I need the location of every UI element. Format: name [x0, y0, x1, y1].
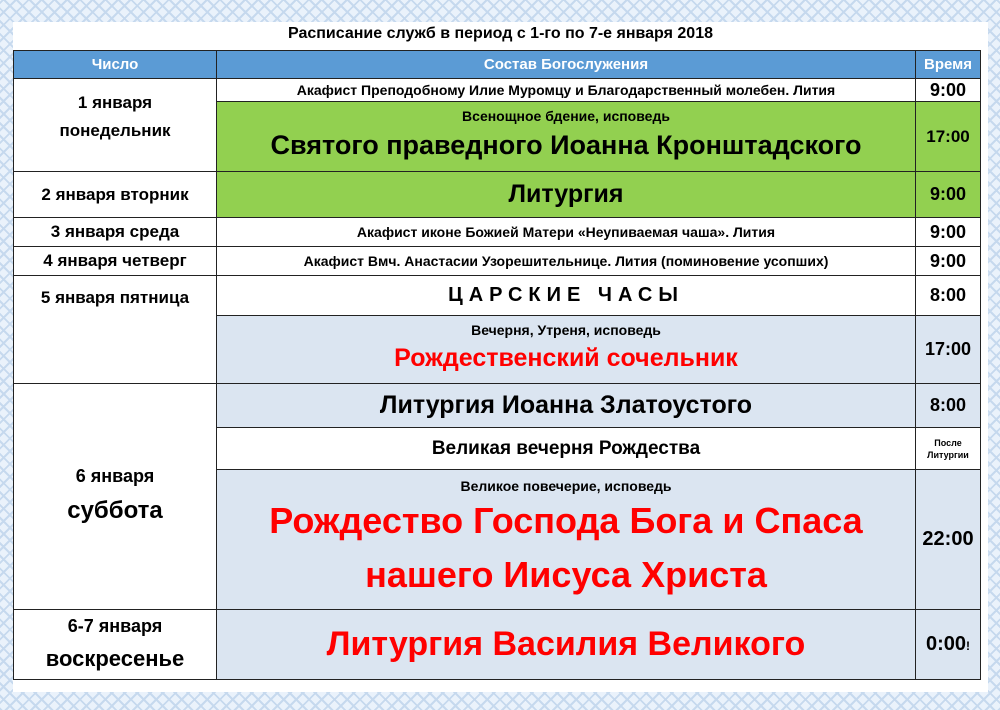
- date-day: 6 января: [75, 466, 155, 486]
- schedule-sheet: [13, 22, 988, 692]
- service-subtitle: Вечерня, Утреня, исповедь: [471, 321, 661, 338]
- date-day: 6-7 января: [67, 616, 163, 636]
- service-subtitle: Великое повечерие, исповедь: [460, 477, 672, 494]
- date-cell: [14, 610, 217, 680]
- service-cell: Литургия Иоанна Златоустого: [217, 384, 916, 428]
- time-cell: 8:00: [916, 276, 981, 316]
- date-cell: 2 января вторник: [14, 172, 217, 218]
- date-cell: [14, 384, 217, 610]
- table-row: [14, 79, 981, 102]
- time-cell: 17:00: [916, 102, 981, 172]
- service-cell: Литургия: [217, 172, 916, 218]
- date-cell: 3 января среда: [14, 218, 217, 247]
- service-cell: ЦАРСКИЕ ЧАСЫ: [217, 276, 916, 316]
- time-note: Литургии: [927, 449, 969, 460]
- date-day: 1 января: [77, 93, 153, 112]
- header-row: [14, 51, 981, 79]
- date-weekday: суббота: [67, 497, 163, 524]
- date-weekday: понедельник: [59, 121, 171, 140]
- service-main: Рождество Господа Бога и Спаса: [269, 499, 863, 541]
- service-cell: [217, 316, 916, 384]
- time-mark: !: [966, 639, 971, 653]
- table-row: [14, 276, 981, 316]
- time-cell: [916, 610, 981, 680]
- table-row: [14, 610, 981, 680]
- time-cell: 17:00: [916, 316, 981, 384]
- time-cell: [916, 428, 981, 470]
- service-main: Рождественский сочельник: [394, 343, 738, 372]
- time-cell: 9:00: [916, 247, 981, 276]
- time-cell: 9:00: [916, 218, 981, 247]
- service-subtitle: Всенощное бдение, исповедь: [462, 107, 670, 124]
- time-value: 0:00: [925, 633, 967, 655]
- service-cell: [217, 102, 916, 172]
- schedule-table: [13, 50, 981, 680]
- date-cell: 4 января четверг: [14, 247, 217, 276]
- header-time: Время: [916, 51, 981, 79]
- date-cell: 5 января пятница: [14, 276, 217, 384]
- service-cell: Великая вечерня Рождества: [217, 428, 916, 470]
- service-cell: Акафист иконе Божией Матери «Неупиваемая чаша». Лития: [217, 218, 916, 247]
- table-row: [14, 172, 981, 218]
- time-cell: 9:00: [916, 79, 981, 102]
- service-cell: Литургия Василия Великого: [217, 610, 916, 680]
- table-row: [14, 384, 981, 428]
- table-row: [14, 247, 981, 276]
- time-cell: 22:00: [916, 470, 981, 610]
- date-cell: [14, 79, 217, 172]
- table-row: [14, 218, 981, 247]
- service-cell: Акафист Вмч. Анастасии Узорешительнице. Лития (поминовение усопших): [217, 247, 916, 276]
- header-service: Состав Богослужения: [217, 51, 916, 79]
- service-main: нашего Иисуса Христа: [365, 553, 767, 595]
- time-cell: 9:00: [916, 172, 981, 218]
- time-note: После: [934, 437, 962, 448]
- service-main: Святого праведного Иоанна Кронштадского: [270, 129, 862, 160]
- date-weekday: воскресенье: [45, 646, 185, 671]
- schedule-title: Расписание служб в период с 1-го по 7-е января 2018: [288, 25, 713, 42]
- service-cell: [217, 470, 916, 610]
- header-date: Число: [14, 51, 217, 79]
- time-cell: 8:00: [916, 384, 981, 428]
- service-cell: Акафист Преподобному Илие Муромцу и Благодарственный молебен. Лития: [217, 79, 916, 102]
